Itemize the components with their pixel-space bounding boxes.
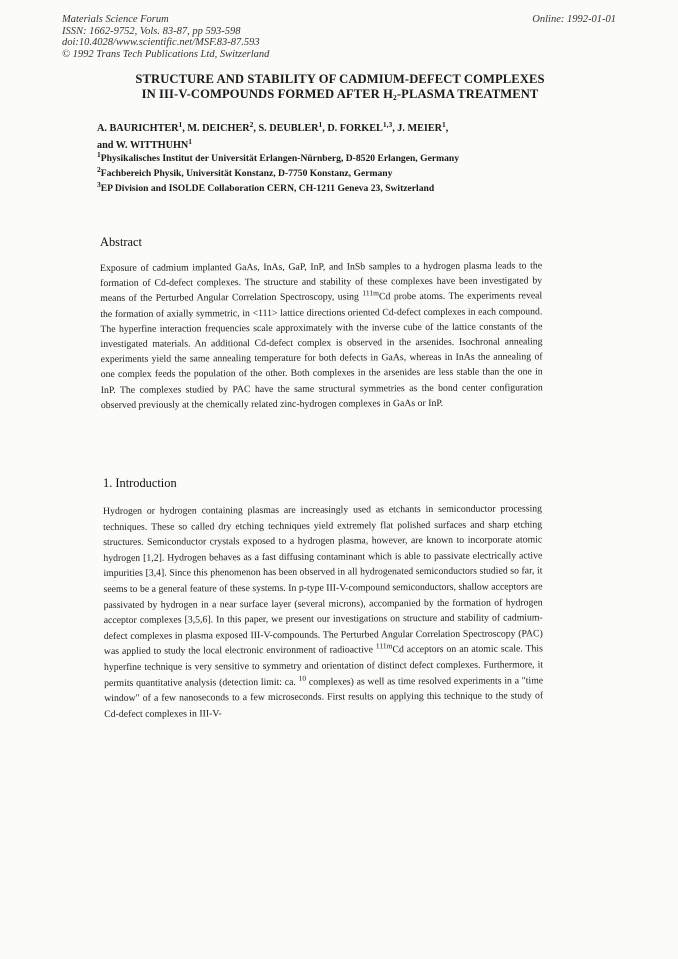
affiliation-text: Physikalisches Institut der Universität Erlangen-Nürnberg, D-8520 Erlangen, Germany (100, 153, 460, 164)
title-line-1: STRUCTURE AND STABILITY OF CADMIUM-DEFECT COMPLEXES (135, 72, 545, 86)
introduction-text (103, 501, 543, 722)
isotope-superscript: 111m (362, 288, 379, 298)
affiliation-text: Fachbereich Physik, Universität Konstanz, D-7750 Konstanz, Germany (100, 168, 393, 179)
paper-title (80, 72, 600, 102)
author-affil-mark: 1 (178, 120, 183, 129)
isotope-superscript: 111m (375, 641, 393, 651)
abstract-heading: Abstract (100, 235, 142, 249)
abstract-text (100, 258, 543, 413)
affiliation-mark: 2 (97, 165, 101, 174)
author-name: , S. DEUBLER (253, 123, 319, 134)
affiliation-2 (97, 166, 617, 181)
author-affil-mark: 2 (249, 120, 254, 129)
intro-text-part: complexes) as well as time resolved experiments in a "time window" of a few nanoseconds to a few microseconds. First results on applying this technique to the study of Cd-defect complexes in III-V- (104, 674, 544, 720)
author-line-1 (97, 121, 617, 138)
title-subscript: 2 (393, 93, 397, 102)
title-line-2-text: IN III-V-COMPOUNDS FORMED AFTER H (141, 87, 394, 101)
title-line-2 (80, 87, 600, 102)
author-name: , J. MEIER (392, 123, 442, 134)
copyright-line: © 1992 Trans Tech Publications Ltd, Switzerland (62, 48, 270, 60)
author-name: , M. DEICHER (182, 123, 250, 134)
affiliation-3 (97, 181, 617, 196)
affiliation-mark: 1 (97, 150, 101, 159)
publication-header (62, 14, 269, 60)
author-affil-mark: 1 (442, 120, 446, 129)
abstract-text-part: Exposure of cadmium implanted GaAs, InAs, GaP, InP, and InSb samples to a hydrogen plasma leads to the formation of Cd-defect complexes. The structure and stability of these complexes have been investigated by means of the Perturbed Angular Correlation Spectroscopy, using (100, 260, 543, 305)
author-separator: , (445, 123, 449, 134)
affiliation-list (97, 151, 617, 196)
author-affil-mark: 1 (188, 136, 193, 146)
author-affil-mark: 1,3 (382, 120, 393, 129)
affiliation-mark: 3 (97, 180, 101, 189)
author-name: , D. FORKEL (322, 123, 383, 134)
title-line-2-tail: -PLASMA TREATMENT (396, 87, 539, 101)
introduction-heading: 1. Introduction (103, 476, 177, 490)
issn-line: ISSN: 1662-9752, Vols. 83-87, pp 593-598 (62, 25, 241, 37)
author-name: A. BAURICHTER (97, 123, 179, 134)
exponent-superscript: 10 (298, 673, 307, 683)
affiliation-text: EP Division and ISOLDE Collaboration CERN, CH-1211 Geneva 23, Switzerland (100, 183, 435, 194)
intro-text-part: Cd acceptors on an atomic scale. This hyperfine technique is very sensitive to symmetry and orientation of distinct defect complexes. Furthermore, it permits quantitative analysis (detection limit: ca. (103, 643, 544, 689)
author-list (97, 121, 617, 154)
doi-line[interactable]: doi:10.4028/www.scientific.net/MSF.83-87.593 (62, 37, 260, 49)
author-affil-mark: 1 (318, 120, 323, 129)
abstract-text-part: Cd probe atoms. The experiments reveal the formation of axially symmetric, in <111> lattice directions oriented Cd-defect complexes in each compound. The hyperfine interaction frequencies scale approximately with the inverse cube of the lattice constants of the investigated materials. An additional Cd-defect complex is observed in the arsenides. Isochronal annealing experiments yield the same annealing temperature for both defects in GaAs, whereas in InAs the annealing of one complex feeds the population of the other. Both complexes in the arsenides are less stable than the one in InP. The complexes studied by PAC have the same structural symmetries as the bond center configuration observed previously at the chemically related zinc-hydrogen complexes in GaAs or InP. (100, 290, 543, 411)
online-date: Online: 1992-01-01 (532, 14, 616, 25)
author-name: and W. WITTHUHN (97, 139, 189, 151)
intro-text-part: Hydrogen or hydrogen containing plasmas are increasingly used as etchants in semiconductor processing techniques. These so called dry etching techniques yield extremely flat polished surfaces and sharp etching structures. Semiconductor crystals exposed to a hydrogen plasma, however, are known to incorporate atomic hydrogen [1,2]. Hydrogen behaves as a fast diffusing contaminant which is able to passivate electrically active impurities [3,4]. Since this phenomenon has been observed in all hydrogenated semiconductors studied so far, it seems to be a general feature of these systems. In p-type III-V-compound semiconductors, shallow acceptors are passivated by hydrogen in a near surface layer (several microns), accompanied by the formation of hydrogen acceptor complexes [3,5,6]. In this paper, we present our investigations on structure and stability of cadmium-defect complexes in plasma exposed III-V-compounds. The Perturbed Angular Correlation Spectroscopy (PAC) was applied to study the local electronic environment of radioactive (103, 503, 543, 658)
journal-name: Materials Science Forum (62, 14, 169, 25)
affiliation-1 (97, 151, 617, 166)
